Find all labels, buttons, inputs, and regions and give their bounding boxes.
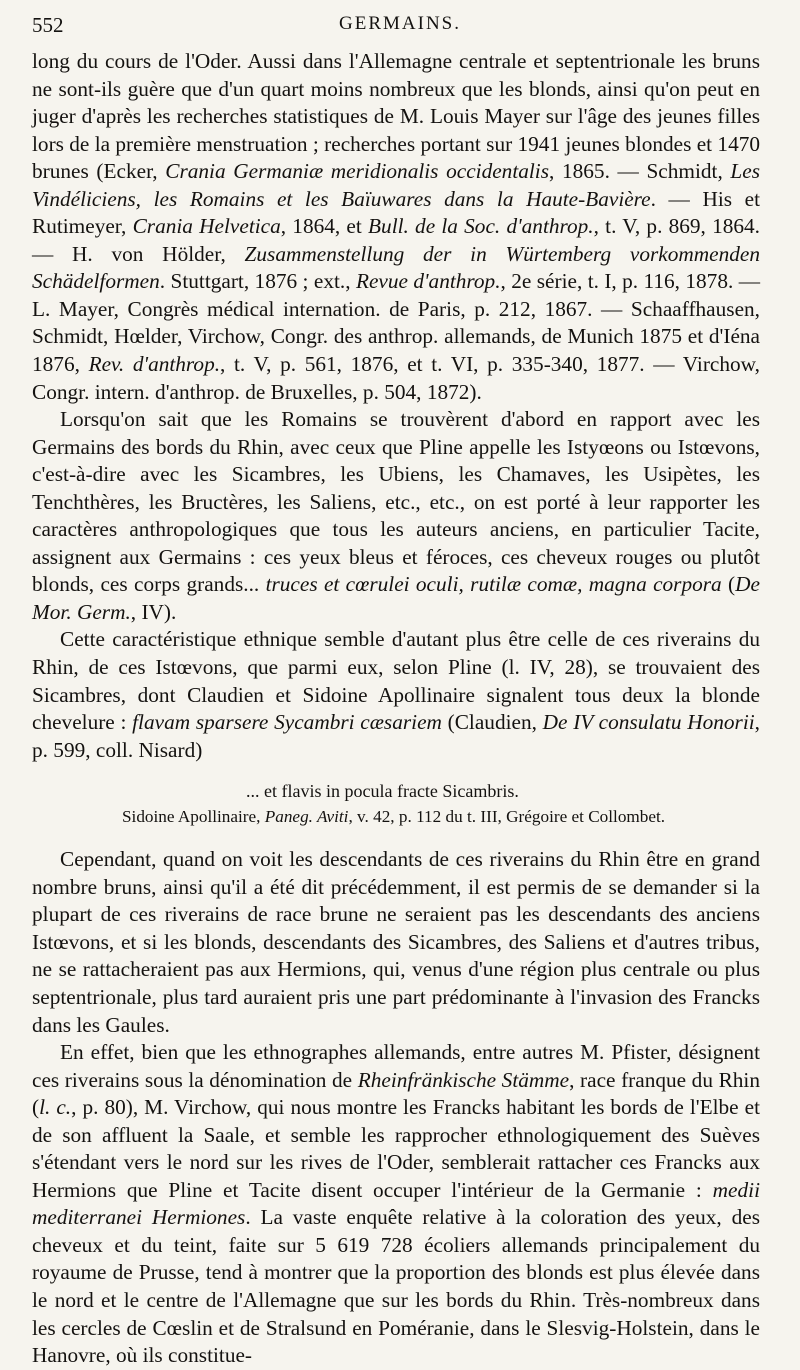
italic-text: truces et cœrulei oculi, rutilæ comæ, magna corpora [265, 572, 722, 597]
text-run: , p. 80), M. Virchow, qui nous montre les Francks habitant les bords de l'Elbe et de son affluent la Saale, et semble les rapprocher ethnologiquement des Suèves s'étendant vers le nord sur les rives de l'Oder, semblerait rattacher ces Francks aux Hermions que Pline et Tacite disent occuper l'intérieur de la Germanie : [32, 1095, 760, 1202]
italic-text: Paneg. Aviti [264, 807, 349, 827]
paragraphs-before-quote [32, 48, 760, 764]
quotation-verse: ... et flavis in pocula fracte Sicambris. [246, 781, 519, 802]
text-run: . La vaste enquête relative à la coloration des yeux, des cheveux et du teint, faite sur 5 619 728 écoliers allemands principalement du royaume de Prusse, tend à montrer que la proportion des blonds est plus élevée dans le nord et le centre de l'Allemagne que sur les bords du Rhin. Très-nombreux dans les cercles de Cœslin et de Stralsund en Poméranie, dans le Slesvig-Holstein, dans le Hanovre, où ils constitue- [32, 1205, 760, 1368]
italic-text: Revue d'anthrop. [355, 269, 501, 294]
italic-text: Rev. d'anthrop. [88, 352, 221, 377]
page-number: 552 [32, 13, 64, 37]
italic-text: De IV consulatu Honorii [542, 710, 755, 735]
text-run: . — His et Rutimeyer, [32, 186, 760, 239]
text-run: , IV). [130, 599, 177, 624]
text-run: . Stuttgart, 1876 ; ext., [159, 269, 356, 294]
italic-text: Zusammenstellung der in Würtemberg vorkommenden Schädelformen [32, 241, 760, 294]
text-run: Cette caractéristique ethnique semble d'autant plus être celle de ces riverains du Rhin, de ces Istœvons, que parmi eux, selon Pline (l. IV, 28), se trouvaient des Sicambres, dont Claudien et Sidoine Apollinaire signalent tous deux la blonde chevelure : [32, 627, 760, 735]
text-run: Sidoine Apollinaire, [122, 807, 265, 827]
text-run: , 1865. — Schmidt, [549, 159, 731, 184]
paragraph [32, 48, 760, 406]
paragraph [32, 846, 760, 1039]
paragraph [32, 1039, 760, 1370]
paragraph [32, 406, 760, 626]
italic-text: flavam sparsere Sycambri cæsariem [132, 710, 442, 735]
text-run: , p. 599, coll. Nisard) [32, 710, 760, 762]
paragraphs-after-quote [32, 846, 760, 1369]
italic-text: Rheinfränkische Stämme [357, 1067, 570, 1092]
running-title: GERMAINS. [339, 13, 461, 34]
text-run: , v. 42, p. 112 du t. III, Grégoire et Collombet. [348, 807, 666, 827]
page-body [32, 48, 760, 1370]
text-run: , 1864, et [280, 214, 369, 239]
paragraph [32, 626, 760, 764]
italic-text: Bull. de la Soc. d'anthrop. [368, 214, 594, 239]
text-run: long du cours de l'Oder. Aussi dans l'Allemagne centrale et septentrionale les bruns ne sont-ils guère que d'un quart moins nombreux que les blonds, ainsi qu'on peut en juger d'après les recherches statistiques de M. Louis Mayer sur l'âge des jeunes filles lors de la première menstruation ; recherches portant sur 1941 jeunes blondes et 1470 brunes (Ecker, [32, 49, 761, 184]
italic-text: Les Vindéliciens, les Romains et les Baïuwares dans la Haute-Bavière [32, 159, 760, 211]
text-run: , t. V, p. 561, 1876, et t. VI, p. 335-340, 1877. — Virchow, Congr. intern. d'anthrop. de Bruxelles, p. 504, 1872). [32, 352, 760, 404]
quotation-source [32, 805, 760, 829]
text-run: Cependant, quand on voit les descendants de ces riverains du Rhin être en grand nombre bruns, ainsi qu'il a été dit précédemment, il est permis de se demander si la plupart de ces riverains de race brune ne seraient pas les descendants des anciens Istœvons, et si les blonds, descendants des Sicambres, des Saliens et d'autres tribus, ne se rattacheraient pas aux Hermions, qui, venus d'une région plus centrale ou plus septentrionale, plus tard auraient pris une part prédominante à l'invasion des Francks dans les Gaules. [32, 847, 760, 1037]
text-run: ( [721, 572, 736, 597]
italic-text: Crania Germaniæ meridionalis occidentalis [165, 159, 550, 184]
italic-text: l. c. [39, 1095, 72, 1120]
text-run: , race franque du Rhin ( [32, 1067, 760, 1120]
text-run: , 2e série, t. I, p. 116, 1878. — L. Mayer, Congrès médical internation. de Paris, p. 212, 1867. — Schaaffhausen, Schmidt, Hœlder, Virchow, Congr. des anthrop. allemands, de Munich 1875 et d'Iéna 1876, [32, 269, 760, 377]
text-run: Lorsqu'on sait que les Romains se trouvèrent d'abord en rapport avec les Germains des bords du Rhin, avec ceux que Pline appelle les Istyœons ou Istœvons, c'est-à-dire avec les Sicambres, les Ubiens, les Chamaves, les Usipètes, les Tenchthères, les Bructères, les Saliens, etc., etc., on est porté à leur rapporter les caractères anthropologiques que tous les auteurs anciens, en particulier Tacite, assignent aux Germains : ces yeux bleus et féroces, ces cheveux rouges ou plutôt blonds, ces corps grands... [32, 407, 760, 597]
text-run: , t. V, p. 869, 1864. — H. von Hölder, [32, 214, 761, 266]
text-run: (Claudien, [441, 710, 543, 735]
text-run: En effet, bien que les ethnographes allemands, entre autres M. Pfister, désignent ces riverains sous la dénomination de [32, 1040, 760, 1092]
italic-text: De Mor. Germ. [32, 572, 760, 624]
italic-text: Crania Helvetica [132, 214, 281, 239]
italic-text: medii mediterranei Hermiones [32, 1177, 760, 1230]
